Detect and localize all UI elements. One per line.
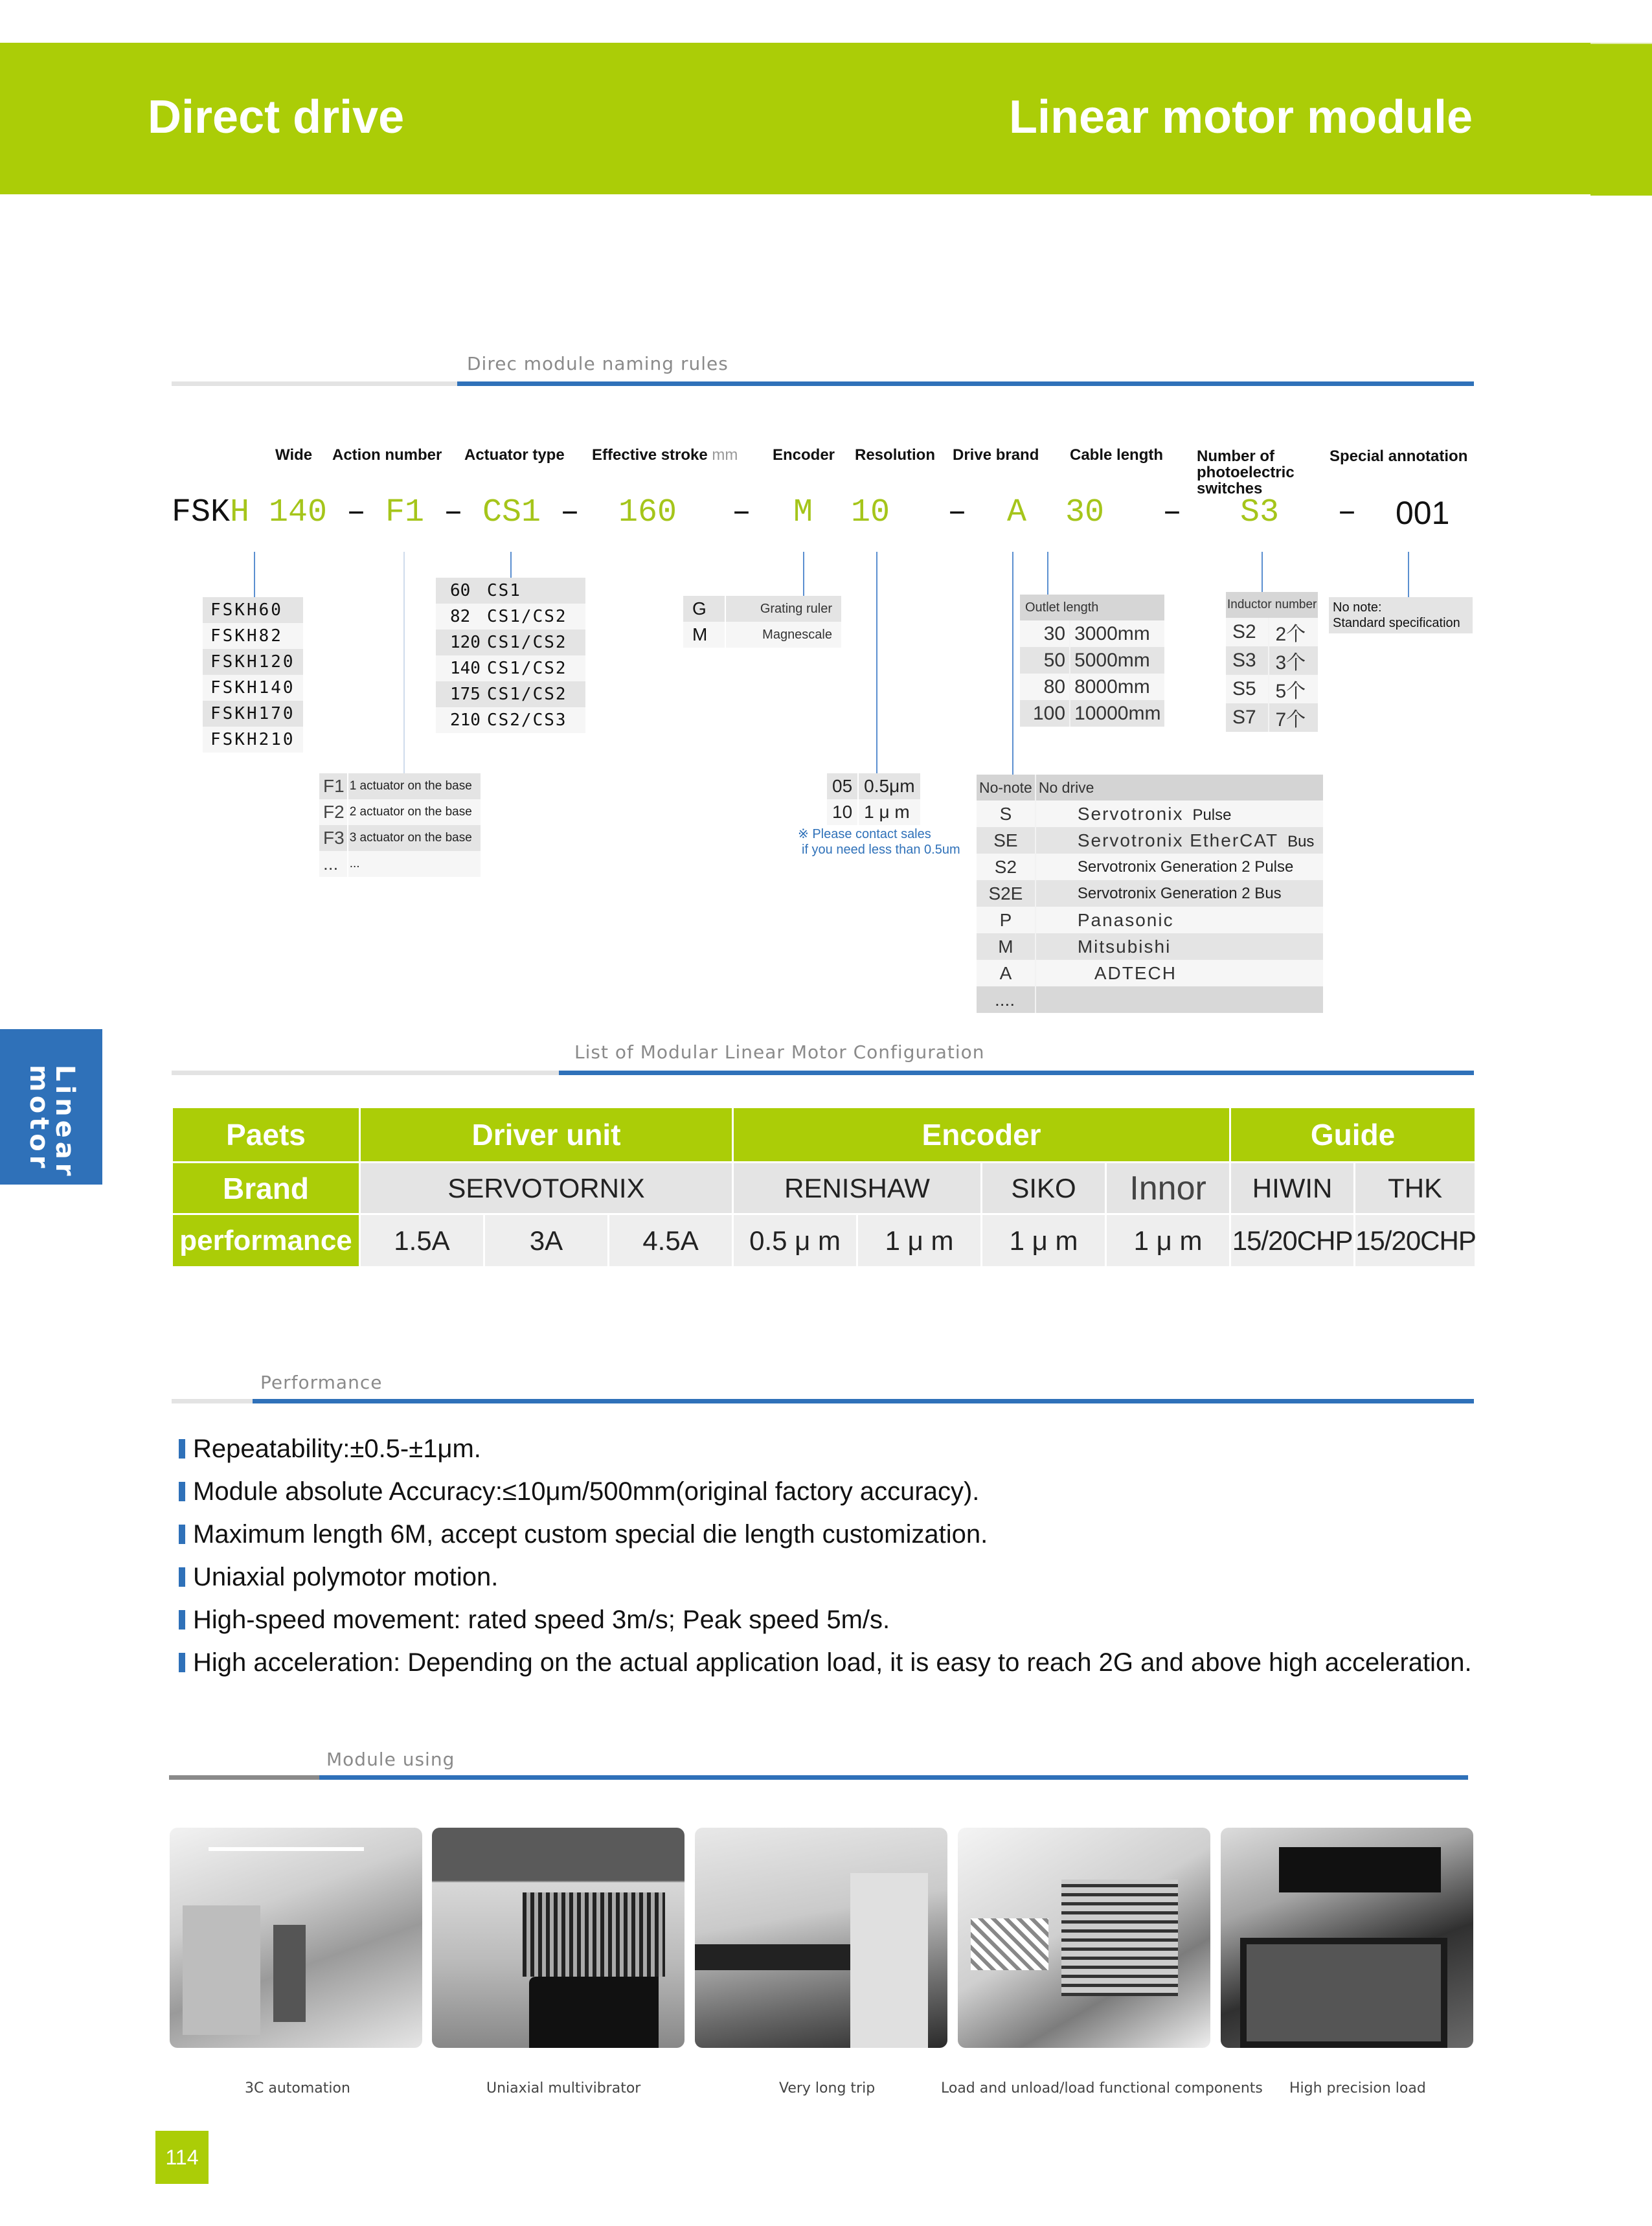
action-option-row bbox=[319, 773, 481, 799]
cable-option-row bbox=[1020, 620, 1164, 647]
cable-option-row bbox=[1020, 674, 1164, 700]
col-drive-brand: Drive brand bbox=[953, 446, 1039, 464]
performance-item-text: High acceleration: Depending on the actual application load, it is easy to reach 2G and above high acceleration. bbox=[193, 1648, 1472, 1677]
bullet-bar-icon bbox=[179, 1567, 185, 1587]
usage-section-label: Module using bbox=[326, 1749, 455, 1770]
switch-code: S2 bbox=[1226, 618, 1269, 646]
bullet-bar-icon bbox=[179, 1525, 185, 1544]
col-encoder: Encoder bbox=[773, 446, 835, 464]
performance-rule-blue bbox=[253, 1399, 1474, 1403]
wide-option-row bbox=[203, 597, 303, 623]
drive-code: S2E bbox=[977, 880, 1035, 907]
action-code: ... bbox=[319, 851, 348, 877]
col-action-number: Action number bbox=[332, 446, 442, 464]
drive-code: SE bbox=[977, 827, 1035, 854]
header-bar-edge bbox=[1590, 43, 1652, 196]
switch-header-row bbox=[1226, 592, 1318, 618]
connector-action bbox=[403, 552, 405, 775]
drive-desc: ADTECH bbox=[1094, 962, 1177, 983]
drive-option-row bbox=[977, 907, 1323, 933]
actuator-type: CS1/CS2 bbox=[486, 633, 567, 652]
side-tab bbox=[0, 1029, 102, 1185]
performance-item bbox=[179, 1606, 890, 1635]
encoder-code: G bbox=[683, 596, 725, 622]
drive-option-row bbox=[977, 880, 1323, 907]
switch-header: Inductor number bbox=[1226, 592, 1318, 618]
encoder-option-row bbox=[683, 622, 841, 648]
config-performance-value: 15/20CHP bbox=[1230, 1214, 1355, 1267]
resolution-note-line1: ※ Please contact sales bbox=[798, 827, 931, 841]
config-brand-label: Brand bbox=[172, 1163, 360, 1214]
drive-option-row bbox=[977, 854, 1323, 880]
config-brand-servotronix: SERVOTORNIX bbox=[360, 1163, 733, 1214]
cable-option-row bbox=[1020, 647, 1164, 674]
wide-option: FSKH120 bbox=[210, 652, 295, 672]
config-brand-thk: THK bbox=[1355, 1163, 1476, 1214]
performance-item bbox=[179, 1648, 1472, 1677]
wide-option: FSKH170 bbox=[210, 704, 295, 723]
actuator-option-row bbox=[436, 707, 585, 733]
actuator-type: CS1 bbox=[486, 581, 521, 600]
code-cable: 30 bbox=[1065, 494, 1105, 531]
config-parts-label: Paets bbox=[172, 1107, 360, 1163]
drive-option-row bbox=[977, 986, 1323, 1013]
switch-options-table bbox=[1226, 592, 1318, 732]
drive-code: No-note bbox=[977, 775, 1035, 801]
bullet-bar-icon bbox=[179, 1610, 185, 1630]
drive-suffix: Bus bbox=[1287, 832, 1315, 850]
photo-load-unload-components bbox=[958, 1828, 1210, 2048]
naming-rule-gray bbox=[172, 381, 457, 386]
config-performance-value: 1.5A bbox=[360, 1214, 484, 1267]
code-wide: 140 bbox=[269, 494, 328, 531]
actuator-option-row bbox=[436, 655, 585, 681]
switch-count: 5个 bbox=[1275, 681, 1306, 702]
connector-cable bbox=[1047, 552, 1048, 595]
drive-desc-cell bbox=[1035, 775, 1324, 801]
drive-suffix: Pulse bbox=[1192, 806, 1232, 824]
code-drive: A bbox=[1007, 494, 1027, 531]
photo-3c-automation bbox=[170, 1828, 422, 2048]
config-brand-siko: SIKO bbox=[982, 1163, 1106, 1214]
photo-high-precision-load bbox=[1221, 1828, 1473, 2048]
code-switches: S3 bbox=[1240, 494, 1280, 531]
switch-count: 7个 bbox=[1275, 709, 1306, 731]
code-dash: – bbox=[1162, 494, 1182, 531]
drive-code: S2 bbox=[977, 854, 1035, 880]
annotation-note bbox=[1329, 597, 1473, 633]
switch-count: 2个 bbox=[1275, 624, 1306, 645]
naming-section-label: Direc module naming rules bbox=[467, 353, 729, 374]
config-brand-innor: Innor bbox=[1106, 1163, 1230, 1214]
col-switches-line1: Number of bbox=[1197, 448, 1274, 465]
wide-option: FSKH60 bbox=[210, 600, 283, 620]
cable-code: 50 bbox=[1020, 647, 1070, 674]
header-right-title: Linear motor module bbox=[1009, 91, 1473, 143]
action-option-row bbox=[319, 799, 481, 825]
actuator-width: 82 bbox=[450, 607, 471, 626]
connector-wide bbox=[254, 552, 255, 597]
code-encoder: M bbox=[793, 494, 813, 531]
col-actuator-type: Actuator type bbox=[464, 446, 565, 464]
drive-desc-cell bbox=[1035, 907, 1324, 933]
switch-code: S3 bbox=[1226, 646, 1269, 675]
performance-item-text: High-speed movement: rated speed 3m/s; Peak speed 5m/s. bbox=[193, 1606, 890, 1634]
switch-option-row bbox=[1226, 618, 1318, 646]
caption-load-unload-components: Load and unload/load functional components bbox=[941, 2080, 1263, 2096]
drive-option-row bbox=[977, 933, 1323, 960]
wide-option: FSKH82 bbox=[210, 626, 283, 646]
switch-code: S7 bbox=[1226, 703, 1269, 732]
action-option-row bbox=[319, 825, 481, 851]
drive-options-table bbox=[977, 775, 1323, 1013]
resolution-desc: 1 μ m bbox=[864, 802, 910, 822]
performance-item-text: Repeatability:±0.5-±1μm. bbox=[193, 1435, 481, 1463]
performance-section-label: Performance bbox=[260, 1372, 383, 1393]
page-number: 114 bbox=[155, 2131, 209, 2184]
drive-option-row bbox=[977, 801, 1323, 827]
config-performance-value: 4.5A bbox=[609, 1214, 733, 1267]
actuator-width: 210 bbox=[450, 710, 481, 730]
code-stroke: 160 bbox=[618, 494, 677, 531]
performance-item-text: Uniaxial polymotor motion. bbox=[193, 1563, 499, 1591]
drive-desc: Mitsubishi bbox=[1077, 936, 1171, 957]
config-group-guide: Guide bbox=[1230, 1107, 1476, 1163]
actuator-width: 60 bbox=[450, 581, 471, 600]
action-desc: ... bbox=[349, 857, 360, 870]
drive-desc: Servotronix Generation 2 Pulse bbox=[1077, 857, 1294, 876]
wide-options-table bbox=[203, 597, 303, 753]
cable-code: 100 bbox=[1020, 700, 1070, 727]
switch-option-row bbox=[1226, 703, 1318, 732]
code-action: F1 bbox=[385, 494, 425, 531]
actuator-type: CS2/CS3 bbox=[486, 710, 567, 730]
connector-annotation bbox=[1408, 552, 1409, 597]
performance-item bbox=[179, 1477, 979, 1506]
resolution-note-line2: if you need less than 0.5um bbox=[802, 843, 960, 857]
drive-desc: No drive bbox=[1038, 778, 1094, 796]
performance-item-text: Maximum length 6M, accept custom special die length customization. bbox=[193, 1520, 988, 1549]
resolution-code: 05 bbox=[827, 773, 858, 799]
cable-option-row bbox=[1020, 700, 1164, 727]
config-rule-blue bbox=[559, 1071, 1474, 1075]
code-dash: – bbox=[560, 494, 580, 531]
wide-option-row bbox=[203, 649, 303, 675]
actuator-type: CS1/CS2 bbox=[486, 607, 567, 626]
drive-code: S bbox=[977, 801, 1035, 827]
resolution-options-table bbox=[827, 773, 920, 825]
actuator-width: 120 bbox=[450, 633, 481, 652]
code-actuator: CS1 bbox=[482, 494, 541, 531]
naming-rule-blue bbox=[457, 381, 1474, 386]
wide-option-row bbox=[203, 727, 303, 753]
connector-drive bbox=[1012, 552, 1013, 775]
drive-desc: Servotronix Generation 2 Bus bbox=[1077, 884, 1282, 902]
encoder-desc: Magnescale bbox=[762, 627, 832, 642]
action-desc: 1 actuator on the base bbox=[349, 779, 472, 793]
actuator-width: 175 bbox=[450, 685, 481, 704]
encoder-code: M bbox=[683, 622, 725, 648]
code-resolution: 10 bbox=[851, 494, 890, 531]
config-brand-renishaw: RENISHAW bbox=[733, 1163, 982, 1214]
code-dash: – bbox=[732, 494, 752, 531]
resolution-code: 10 bbox=[827, 799, 858, 825]
col-switches-line3: switches bbox=[1197, 480, 1263, 497]
config-group-encoder: Encoder bbox=[733, 1107, 1230, 1163]
caption-high-precision-load: High precision load bbox=[1289, 2080, 1426, 2096]
photo-very-long-trip bbox=[695, 1828, 947, 2048]
actuator-type: CS1/CS2 bbox=[486, 659, 567, 678]
drive-option-row bbox=[977, 960, 1323, 986]
switch-option-row bbox=[1226, 646, 1318, 675]
code-dash: – bbox=[947, 494, 967, 531]
drive-desc-cell bbox=[1035, 880, 1324, 907]
config-performance-value: 0.5 μ m bbox=[733, 1214, 857, 1267]
caption-very-long-trip: Very long trip bbox=[779, 2080, 876, 2096]
drive-desc-cell bbox=[1035, 827, 1324, 854]
action-code: F1 bbox=[319, 773, 348, 799]
cable-length: 5000mm bbox=[1074, 649, 1150, 671]
bullet-bar-icon bbox=[179, 1653, 185, 1672]
performance-rule-gray bbox=[172, 1399, 253, 1403]
drive-desc: Panasonic bbox=[1077, 909, 1174, 930]
action-code: F3 bbox=[319, 825, 348, 851]
config-performance-value: 1 μ m bbox=[1106, 1214, 1230, 1267]
caption-uniaxial-multivibrator: Uniaxial multivibrator bbox=[486, 2080, 641, 2096]
cable-code: 30 bbox=[1020, 620, 1070, 647]
drive-option-row bbox=[977, 775, 1323, 801]
connector-switches bbox=[1262, 552, 1263, 595]
header-left-title: Direct drive bbox=[148, 91, 405, 143]
action-option-row bbox=[319, 851, 481, 877]
encoder-option-row bbox=[683, 596, 841, 622]
code-h: H bbox=[230, 494, 250, 531]
connector-actuator bbox=[510, 552, 512, 578]
encoder-desc: Grating ruler bbox=[760, 601, 832, 616]
wide-option-row bbox=[203, 623, 303, 649]
cable-options-table bbox=[1020, 595, 1164, 727]
switch-option-row bbox=[1226, 675, 1318, 703]
drive-desc-cell bbox=[1035, 933, 1324, 960]
action-code: F2 bbox=[319, 799, 348, 825]
performance-item-text: Module absolute Accuracy:≤10μm/500mm(original factory accuracy). bbox=[193, 1477, 980, 1506]
performance-item bbox=[179, 1520, 988, 1549]
cable-length: 10000mm bbox=[1074, 702, 1161, 724]
drive-code: M bbox=[977, 933, 1035, 960]
drive-desc-cell bbox=[1035, 854, 1324, 880]
config-performance-value: 1 μ m bbox=[857, 1214, 982, 1267]
actuator-options-table bbox=[436, 578, 585, 733]
col-switches-line2: photoelectric bbox=[1197, 464, 1295, 481]
config-performance-value: 15/20CHP bbox=[1355, 1214, 1476, 1267]
action-options-table bbox=[319, 773, 481, 877]
config-brand-hiwin: HIWIN bbox=[1230, 1163, 1355, 1214]
col-effective-stroke bbox=[592, 447, 738, 463]
drive-desc-cell bbox=[1035, 960, 1324, 986]
drive-desc-cell bbox=[1035, 986, 1324, 1013]
actuator-option-row bbox=[436, 681, 585, 707]
connector-encoder bbox=[803, 552, 804, 597]
drive-code: P bbox=[977, 907, 1035, 933]
drive-code: .... bbox=[977, 986, 1035, 1013]
resolution-option-row bbox=[827, 773, 920, 799]
caption-3c-automation: 3C automation bbox=[245, 2080, 350, 2096]
side-tab-line2: motor bbox=[24, 1065, 54, 1172]
col-switches bbox=[1197, 448, 1295, 497]
config-performance-value: 1 μ m bbox=[982, 1214, 1106, 1267]
actuator-type: CS1/CS2 bbox=[486, 685, 567, 704]
action-desc: 2 actuator on the base bbox=[349, 805, 472, 819]
usage-rule-gray bbox=[169, 1775, 319, 1780]
resolution-desc: 0.5μm bbox=[864, 776, 915, 796]
col-special-annotation: Special annotation bbox=[1330, 448, 1468, 465]
resolution-note bbox=[798, 826, 960, 857]
cable-length: 8000mm bbox=[1074, 676, 1150, 698]
wide-option-row bbox=[203, 675, 303, 701]
cable-length: 3000mm bbox=[1074, 622, 1150, 644]
config-group-driver: Driver unit bbox=[360, 1107, 733, 1163]
performance-item bbox=[179, 1563, 498, 1592]
col-wide: Wide bbox=[275, 446, 313, 464]
config-rule-gray bbox=[172, 1071, 559, 1075]
drive-desc-cell bbox=[1035, 801, 1324, 827]
bullet-bar-icon bbox=[179, 1439, 185, 1459]
action-desc: 3 actuator on the base bbox=[349, 831, 472, 845]
annotation-note-line1: No note: bbox=[1333, 600, 1382, 615]
wide-option: FSKH140 bbox=[210, 678, 295, 698]
drive-code: A bbox=[977, 960, 1035, 986]
cable-header: Outlet length bbox=[1020, 595, 1164, 620]
drive-desc: Servotronix bbox=[1077, 803, 1184, 824]
encoder-options-table bbox=[683, 596, 841, 648]
switch-code: S5 bbox=[1226, 675, 1269, 703]
code-annotation: 001 bbox=[1396, 495, 1450, 531]
code-dash: – bbox=[444, 494, 464, 531]
actuator-option-row bbox=[436, 578, 585, 604]
config-table bbox=[171, 1106, 1477, 1268]
bullet-bar-icon bbox=[179, 1482, 185, 1501]
actuator-width: 140 bbox=[450, 659, 481, 678]
col-effective-stroke-unit: mm bbox=[712, 446, 738, 464]
annotation-note-line2: Standard specification bbox=[1333, 616, 1460, 630]
code-dash: – bbox=[346, 494, 367, 531]
connector-resolution bbox=[876, 552, 877, 775]
col-effective-stroke-label: Effective stroke bbox=[592, 446, 708, 464]
usage-rule-blue bbox=[319, 1775, 1468, 1780]
col-resolution: Resolution bbox=[855, 446, 935, 464]
performance-item bbox=[179, 1435, 481, 1464]
drive-option-row bbox=[977, 827, 1323, 854]
wide-option: FSKH210 bbox=[210, 730, 295, 749]
cable-header-row bbox=[1020, 595, 1164, 620]
drive-desc: Servotronix EtherCAT bbox=[1077, 830, 1279, 850]
side-tab-line1: Linear bbox=[50, 1065, 80, 1180]
wide-option-row bbox=[203, 701, 303, 727]
config-section-label: List of Modular Linear Motor Configuration bbox=[574, 1041, 985, 1063]
actuator-option-row bbox=[436, 630, 585, 655]
code-prefix: FSK bbox=[172, 494, 231, 531]
config-performance-value: 3A bbox=[484, 1214, 609, 1267]
resolution-option-row bbox=[827, 799, 920, 825]
side-tab-label bbox=[26, 1065, 78, 1185]
actuator-option-row bbox=[436, 604, 585, 630]
photo-uniaxial-multivibrator bbox=[432, 1828, 685, 2048]
switch-count: 3个 bbox=[1275, 652, 1306, 674]
code-dash: – bbox=[1337, 494, 1357, 531]
col-cable-length: Cable length bbox=[1070, 446, 1164, 464]
config-performance-label: performance bbox=[172, 1214, 360, 1267]
cable-code: 80 bbox=[1020, 674, 1070, 700]
